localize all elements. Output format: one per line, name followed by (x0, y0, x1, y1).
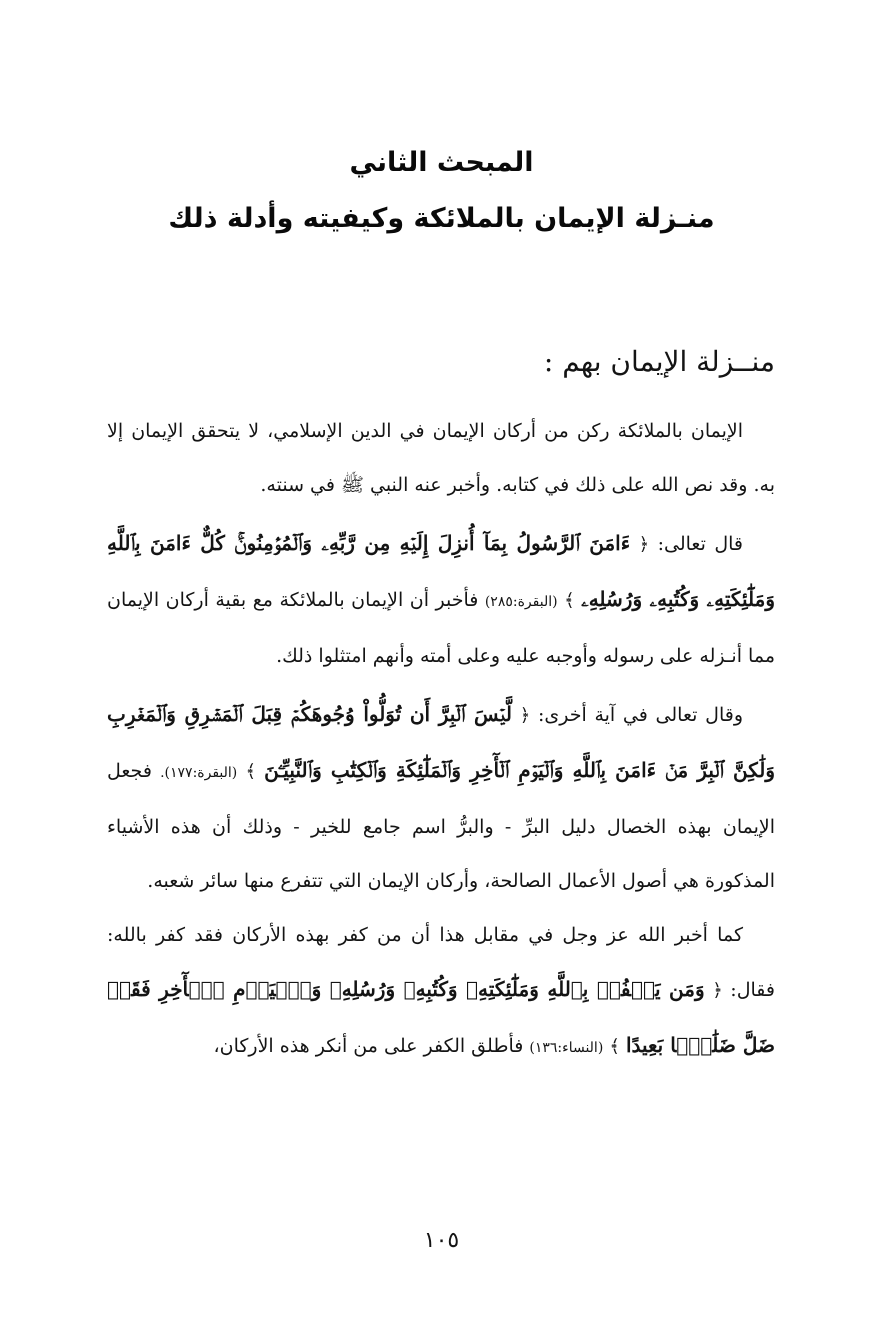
paragraph-4-rest: فأطلق الكفر على من أنكر هذه الأركان، (213, 1035, 530, 1057)
chapter-heading (150, 135, 733, 247)
body-text (107, 404, 775, 1075)
verse-reference-1: (البقرة:٢٨٥) (484, 594, 558, 610)
chapter-title: المبحث الثاني (349, 147, 534, 178)
paragraph-1: الإيمان بالملائكة ركن من أركان الإيمان في الدين الإسلامي، لا يتحقق الإيمان إلا به. وقد نص الله على ذلك في كتابه. وأخبر عنه النبي ﷺ في سنته. (107, 420, 775, 496)
paragraph-2-rest: فأخبر أن الإيمان بالملائكة مع بقية أركان الإيمان مما أنـزله على رسوله وأوجبه عليه وعلى أمته وأنهم امتثلوا ذلك. (107, 589, 775, 667)
verse-reference-3: (النساء:١٣٦) (529, 1040, 604, 1056)
paragraph-2 (107, 516, 775, 683)
quran-open-bracket: ﴿ (712, 980, 723, 1001)
paragraph-4 (107, 908, 775, 1075)
paragraph-4-intro: كما أخبر الله عز وجل في مقابل هذا أن من كفر بهذه الأركان فقد كفر بالله: فقال: (107, 924, 775, 1001)
paragraph-3-rest: فجعل الإيمان بهذه الخصال دليل البرِّ - والبرُّ اسم جامع للخير - وذلك أن هذه الأشياء المذكورة هي أصول الأعمال الصالحة، وأركان الإيمان التي تتفرع منها سائر شعبه. (107, 760, 775, 892)
verse-reference-2: (البقرة:١٧٧). (160, 765, 238, 781)
section-heading: منــزلة الإيمان بهم : (543, 345, 775, 378)
paragraph-3 (107, 687, 775, 908)
quran-open-bracket: ﴿ (638, 534, 650, 555)
quran-close-bracket: ﴾ (564, 590, 575, 611)
quran-close-bracket: ﴾ (245, 761, 256, 782)
quran-verse-3: وَمَن يَكۡفُرۡ بِٱللَّهِ وَمَلَٰٓئِكَتِهِۦ وَكُتُبِهِۦ وَرُسُلِهِۦ وَٱلۡيَوۡمِ ٱلۡأٓخِرِ فَقَدۡ ضَلَّ ضَلَٰلَۢا بَعِيدًا (107, 977, 775, 1057)
quran-close-bracket: ﴾ (609, 1036, 620, 1057)
quran-verse-2: لَّيۡسَ ٱلۡبِرَّ أَن تُوَلُّواْ وُجُوهَكُمۡ قِبَلَ ٱلۡمَشۡرِقِ وَٱلۡمَغۡرِبِ وَلَٰكِنَّ ٱلۡبِرَّ مَنۡ ءَامَنَ بِٱللَّهِ وَٱلۡيَوۡمِ ٱلۡأٓخِرِ وَٱلۡمَلَٰٓئِكَةِ وَٱلۡكِتَٰبِ وَٱلنَّبِيِّـۧنَ (107, 702, 775, 782)
paragraph-3-intro: وقال تعالى في آية أخرى: (530, 704, 743, 726)
quran-verse-1: ءَامَنَ ٱلرَّسُولُ بِمَآ أُنزِلَ إِلَيۡهِ مِن رَّبِّهِۦ وَٱلۡمُؤۡمِنُونَۚ كُلٌّ ءَامَنَ بِٱللَّهِ وَمَلَٰٓئِكَتِهِۦ وَكُتُبِهِۦ وَرُسُلِهِۦ (107, 531, 775, 611)
paragraph-2-intro: قال تعالى: (649, 533, 744, 555)
page-number: ١٠٥ (423, 1228, 460, 1253)
chapter-subtitle: منـزلة الإيمان بالملائكة وكيفيته وأدلة ذلك (168, 203, 715, 234)
quran-open-bracket: ﴿ (519, 705, 531, 726)
